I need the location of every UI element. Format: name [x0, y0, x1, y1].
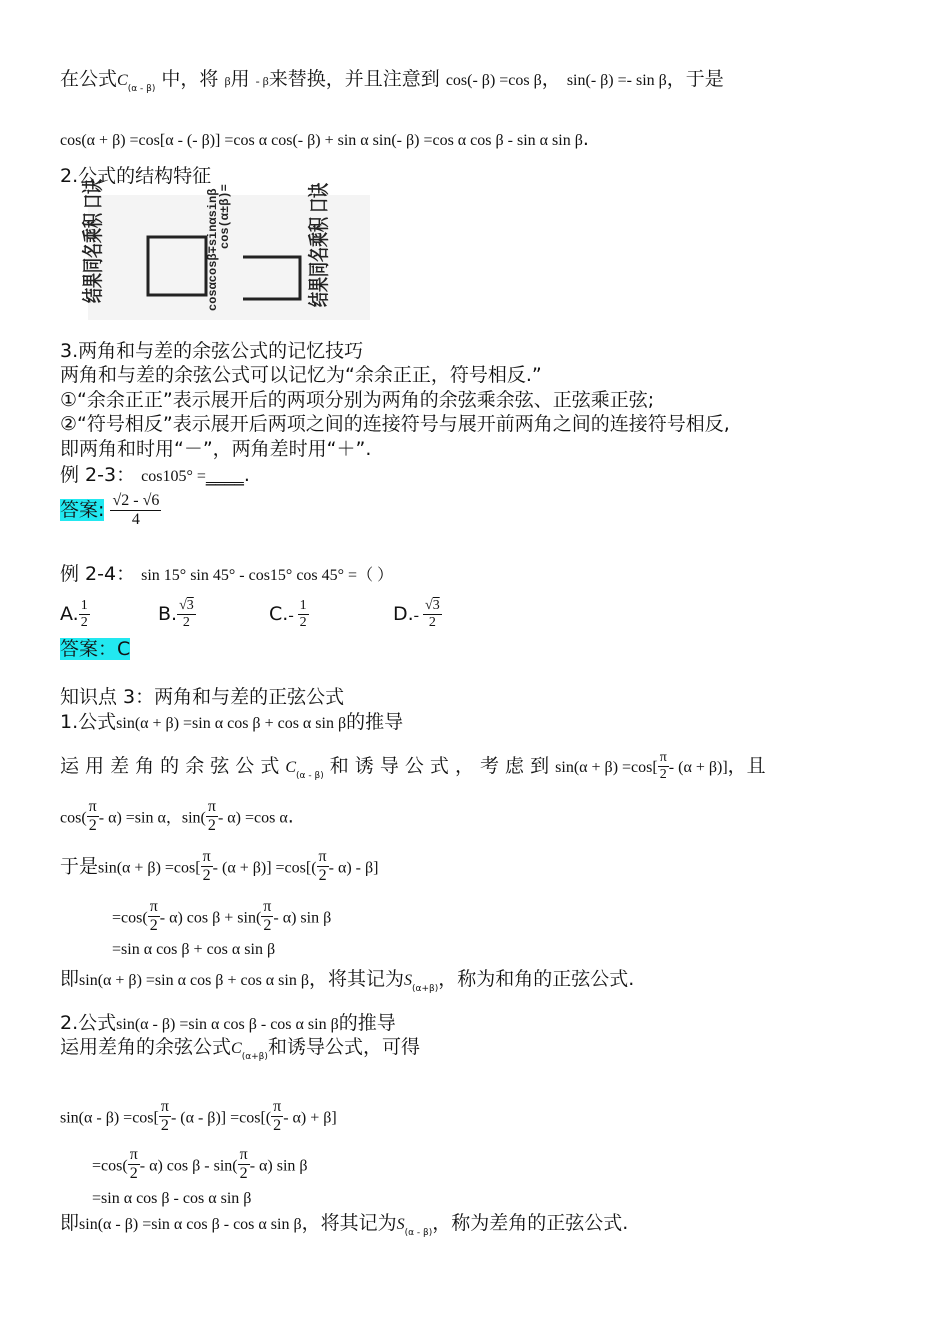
section3-p3: ②“符号相反”表示展开后两项之间的连接符号与展开前两角之间的连接符号相反, [60, 413, 730, 435]
option-a: A. $\frac{1}{2}$ [60, 598, 88, 631]
structure-diagram [80, 178, 370, 320]
example-2-3-answer: 答案: $\frac{√2 - √6}{4}$ [60, 492, 160, 529]
example-2-3: 例 2-3： cos105° =____. [60, 464, 250, 486]
s2-line2: sin(α - β) =cos[ $\frac{\pi}{2}$ - (α - β)] =cos[( $\frac{\pi}{2}$ - α) + β] [60, 1098, 337, 1135]
diagram-center-mid: cosαcosβ∓sinαsinβ [206, 188, 220, 311]
option-d: D.- $\frac{√3}{2}$ [393, 598, 440, 631]
s1-title: 1.公式sin(α + β) =sin α cos β + cos α sin β的推导 [60, 711, 404, 733]
diagram-right-text: 结果同名乘积 口诀 [306, 182, 331, 307]
section3-title: 3.两角和与差的余弦公式的记忆技巧 [60, 340, 364, 362]
section3-p4: 即两角和时用“－”，两角差时用“＋”. [60, 438, 372, 460]
kp3-title: 知识点 3：两角和与差的正弦公式 [60, 686, 345, 708]
s1-line1: 运 用 差 角 的 余 弦 公 式 $C_{(\alpha - \beta)}$ 和 诱 导 公 式 ， 考 虑 到 sin(α + β) =cos[ $\frac{\pi}{2}$ - (α + β)]，且 [60, 750, 766, 783]
s2-line4: =sin α cos β - cos α sin β [92, 1190, 252, 1207]
s2-title: 2.公式sin(α - β) =sin α cos β - cos α sin β的推导 [60, 1012, 396, 1034]
section3-p1: 两角和与差的余弦公式可以记忆为“余余正正，符号相反.” [60, 364, 542, 386]
option-b: B. $\frac{√3}{2}$ [158, 598, 194, 631]
s2-line5: 即sin(α - β) =sin α cos β - cos α sin β，将其记为$S_{(\alpha - \beta)}$，称为差角的正弦公式. [60, 1212, 629, 1238]
diagram-center-top: cos(α±β)= [218, 184, 232, 249]
section2-title: 2.公式的结构特征 [60, 165, 212, 187]
s1-line5: =sin α cos β + cos α sin β [112, 941, 276, 958]
example-2-4-answer: 答案：C [60, 638, 131, 660]
section3-p2: ①“余余正正”表示展开后的两项分别为两角的余弦乘余弦、正弦乘正弦; [60, 389, 655, 411]
intro-line: 在公式$C_{(\alpha - \beta)}$ 中，将 β用 - β来替换，并且注意到 cos(- β) =cos β， sin(- β) =- sin β，于是 [60, 68, 724, 94]
s2-line3: =cos( $\frac{\pi}{2}$ - α) cos β - sin( $\frac{\pi}{2}$ - α) sin β [92, 1146, 308, 1183]
s1-line6: 即sin(α + β) =sin α cos β + cos α sin β，将其记为$S_{(\alpha+\beta)}$，称为和角的正弦公式. [60, 968, 635, 994]
s1-line4: =cos( $\frac{\pi}{2}$ - α) cos β + sin( $\frac{\pi}{2}$ - α) sin β [112, 898, 332, 935]
diagram-left-text: 结果同名乘积 口诀 [80, 178, 105, 303]
s2-line1: 运用差角的余弦公式$C_{(\alpha+\beta)}$和诱导公式，可得 [60, 1036, 420, 1062]
option-c: C.- $\frac{1}{2}$ [269, 598, 307, 631]
structure-diagram-image [80, 178, 370, 320]
derivation-line: cos(α + β) =cos[α - (- β)] =cos α cos(- β) + sin α sin(- β) =cos α cos β - sin α sin β. [60, 128, 589, 150]
s1-line2: cos( $\frac{\pi}{2}$ - α) =sin α，sin( $\frac{\pi}{2}$ - α) =cos α. [60, 798, 294, 835]
example-2-4: 例 2-4： sin 15° sin 45° - cos15° cos 45° =（ ） [60, 563, 394, 585]
s1-line3: 于是sin(α + β) =cos[ $\frac{\pi}{2}$ - (α + β)] =cos[( $\frac{\pi}{2}$ - α) - β] [60, 848, 379, 885]
